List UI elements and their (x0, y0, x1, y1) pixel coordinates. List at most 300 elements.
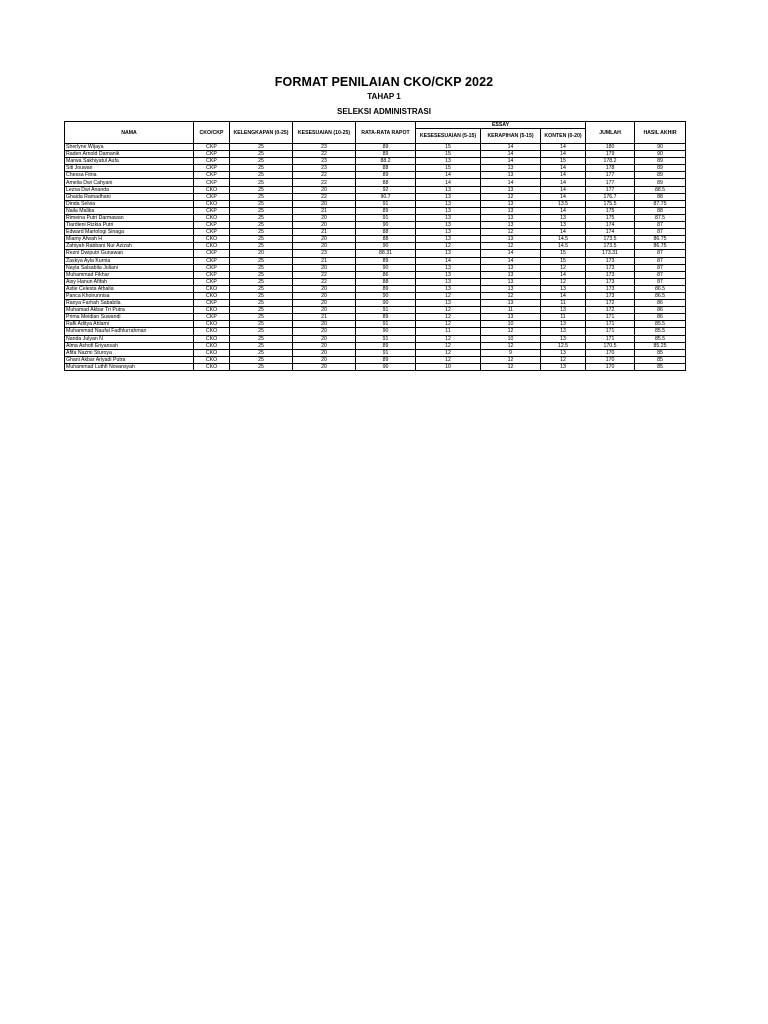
cell-nama: Sherlyne Wijaya (65, 144, 194, 151)
cell-kesesuaian: 22 (293, 151, 356, 158)
cell-essay-konten: 13 (541, 222, 586, 229)
score-table (64, 121, 686, 371)
cell-hasil-akhir: 85.5 (635, 328, 686, 335)
cell-nama: Panca Khoirunnisa (65, 292, 194, 299)
cell-essay-kerapihan: 13 (481, 186, 541, 193)
cell-nama: Rafli Aditya Ahlami (65, 321, 194, 328)
cell-hasil-akhir: 85.5 (635, 321, 686, 328)
cell-essay-konten: 14 (541, 179, 586, 186)
table-row (65, 307, 686, 314)
cell-hasil-akhir: 87 (635, 264, 686, 271)
cell-rapot: 89 (356, 342, 416, 349)
cell-kesesuaian: 20 (293, 356, 356, 363)
col-header-cko-ckp: CKO/CKP (194, 122, 230, 144)
cell-nama: Nayla Salsabila Juliani (65, 264, 194, 271)
cell-rapot: 88 (356, 179, 416, 186)
cell-essay-konten: 11 (541, 314, 586, 321)
col-header-essay-kesesuaian: KESESESUAIAN (5-15) (416, 129, 481, 144)
cell-kesesuaian: 20 (293, 335, 356, 342)
cell-hasil-akhir: 87 (635, 278, 686, 285)
cell-essay-konten: 13.5 (541, 200, 586, 207)
cell-kelengkapan: 25 (230, 307, 293, 314)
table-row (65, 243, 686, 250)
cell-essay-kesesuaian: 12 (416, 356, 481, 363)
cell-essay-konten: 14.5 (541, 236, 586, 243)
cell-kelengkapan: 25 (230, 335, 293, 342)
cell-kelengkapan: 25 (230, 278, 293, 285)
cell-kelengkapan: 25 (230, 363, 293, 370)
cell-rapot: 92 (356, 186, 416, 193)
cell-nama: Astie Celesta Athalia (65, 285, 194, 292)
cell-jumlah: 174 (586, 222, 635, 229)
cell-jumlah: 177 (586, 172, 635, 179)
cell-rapot: 86 (356, 271, 416, 278)
cell-essay-kerapihan: 14 (481, 151, 541, 158)
cell-kelengkapan: 25 (230, 200, 293, 207)
cell-cko-ckp: CKP (194, 158, 230, 165)
col-header-jumlah: JUMLAH (586, 122, 635, 144)
table-row (65, 158, 686, 165)
cell-rapot: 91 (356, 307, 416, 314)
cell-nama: Naila Malika (65, 207, 194, 214)
cell-cko-ckp: CKP (194, 193, 230, 200)
table-row (65, 264, 686, 271)
cell-hasil-akhir: 86 (635, 314, 686, 321)
cell-essay-kerapihan: 13 (481, 314, 541, 321)
table-row (65, 165, 686, 172)
cell-cko-ckp: CKP (194, 300, 230, 307)
cell-kesesuaian: 20 (293, 328, 356, 335)
cell-jumlah: 180 (586, 144, 635, 151)
cell-kesesuaian: 22 (293, 172, 356, 179)
cell-rapot: 88.2 (356, 158, 416, 165)
cell-kesesuaian: 21 (293, 314, 356, 321)
cell-essay-kerapihan: 12 (481, 342, 541, 349)
cell-kelengkapan: 25 (230, 229, 293, 236)
cell-jumlah: 177 (586, 186, 635, 193)
cell-jumlah: 175 (586, 214, 635, 221)
cell-essay-kerapihan: 12 (481, 356, 541, 363)
cell-essay-konten: 12 (541, 264, 586, 271)
cell-essay-kesesuaian: 14 (416, 179, 481, 186)
cell-rapot: 89 (356, 144, 416, 151)
table-row (65, 222, 686, 229)
cell-jumlah: 173 (586, 264, 635, 271)
cell-essay-konten: 14 (541, 172, 586, 179)
cell-essay-kesesuaian: 12 (416, 307, 481, 314)
cell-essay-kerapihan: 13 (481, 222, 541, 229)
cell-rapot: 89 (356, 285, 416, 292)
cell-nama: Tiardieni Rizkia Putri (65, 222, 194, 229)
cell-jumlah: 173 (586, 271, 635, 278)
cell-hasil-akhir: 87.75 (635, 200, 686, 207)
cell-nama: Amelia Dwi Cahyani (65, 179, 194, 186)
cell-kelengkapan: 25 (230, 158, 293, 165)
cell-kesesuaian: 21 (293, 207, 356, 214)
cell-essay-kesesuaian: 13 (416, 200, 481, 207)
col-header-essay-konten: KONTEN (0-20) (541, 129, 586, 144)
cell-essay-konten: 14 (541, 144, 586, 151)
cell-nama: Miamy Afwah H (65, 236, 194, 243)
cell-hasil-akhir: 85.5 (635, 335, 686, 342)
cell-jumlah: 170 (586, 356, 635, 363)
cell-hasil-akhir: 89 (635, 158, 686, 165)
table-row (65, 214, 686, 221)
cell-kesesuaian: 21 (293, 257, 356, 264)
cell-hasil-akhir: 86.5 (635, 292, 686, 299)
cell-cko-ckp: CKP (194, 151, 230, 158)
cell-hasil-akhir: 89 (635, 172, 686, 179)
cell-essay-konten: 13 (541, 307, 586, 314)
cell-essay-kesesuaian: 12 (416, 321, 481, 328)
cell-cko-ckp: CKP (194, 264, 230, 271)
cell-kelengkapan: 25 (230, 285, 293, 292)
stage-label: TAHAP 1 (367, 92, 401, 101)
cell-essay-kerapihan: 12 (481, 328, 541, 335)
cell-essay-konten: 13 (541, 335, 586, 342)
col-header-essay: ESSAY (416, 122, 586, 129)
cell-nama: Aisy Hanun Afifah (65, 278, 194, 285)
cell-kesesuaian: 20 (293, 285, 356, 292)
table-row (65, 292, 686, 299)
cell-kelengkapan: 25 (230, 193, 293, 200)
cell-essay-kesesuaian: 10 (416, 363, 481, 370)
cell-essay-konten: 14 (541, 292, 586, 299)
table-row (65, 207, 686, 214)
cell-hasil-akhir: 86.5 (635, 285, 686, 292)
cell-cko-ckp: CKO (194, 200, 230, 207)
cell-nama: Prima Meidian Suwandi (65, 314, 194, 321)
cell-essay-kerapihan: 13 (481, 271, 541, 278)
cell-kesesuaian: 20 (293, 264, 356, 271)
cell-jumlah: 171 (586, 335, 635, 342)
cell-kesesuaian: 23 (293, 144, 356, 151)
cell-cko-ckp: CKO (194, 292, 230, 299)
table-row (65, 172, 686, 179)
cell-essay-konten: 14 (541, 165, 586, 172)
table-row (65, 335, 686, 342)
cell-hasil-akhir: 87 (635, 250, 686, 257)
cell-essay-konten: 13 (541, 363, 586, 370)
cell-rapot: 89 (356, 207, 416, 214)
cell-nama: Lezsa Dwi Ananda (65, 186, 194, 193)
cell-essay-kerapihan: 12 (481, 229, 541, 236)
cell-cko-ckp: CKO (194, 328, 230, 335)
cell-cko-ckp: CKO (194, 335, 230, 342)
table-row (65, 300, 686, 307)
cell-essay-kesesuaian: 11 (416, 328, 481, 335)
cell-essay-kesesuaian: 13 (416, 285, 481, 292)
cell-essay-kerapihan: 12 (481, 243, 541, 250)
cell-hasil-akhir: 85 (635, 356, 686, 363)
cell-essay-kesesuaian: 12 (416, 349, 481, 356)
cell-cko-ckp: CKP (194, 229, 230, 236)
cell-jumlah: 171 (586, 314, 635, 321)
cell-rapot: 90 (356, 243, 416, 250)
cell-kesesuaian: 20 (293, 214, 356, 221)
cell-essay-kesesuaian: 13 (416, 271, 481, 278)
cell-essay-kerapihan: 13 (481, 207, 541, 214)
cell-essay-konten: 11 (541, 300, 586, 307)
cell-essay-kerapihan: 13 (481, 236, 541, 243)
cell-essay-kerapihan: 10 (481, 321, 541, 328)
cell-rapot: 91 (356, 214, 416, 221)
cell-cko-ckp: CKP (194, 207, 230, 214)
cell-jumlah: 172 (586, 307, 635, 314)
table-row (65, 229, 686, 236)
cell-kelengkapan: 25 (230, 314, 293, 321)
cell-rapot: 88 (356, 278, 416, 285)
cell-hasil-akhir: 86 (635, 300, 686, 307)
cell-nama: Muhammad Fikhar (65, 271, 194, 278)
cell-essay-kerapihan: 14 (481, 179, 541, 186)
cell-essay-konten: 15 (541, 250, 586, 257)
cell-kesesuaian: 22 (293, 278, 356, 285)
table-row (65, 314, 686, 321)
cell-rapot: 88 (356, 165, 416, 172)
document-subtitle: SELEKSI ADMINISTRASI (337, 107, 431, 116)
cell-hasil-akhir: 85 (635, 349, 686, 356)
table-row (65, 179, 686, 186)
table-row (65, 186, 686, 193)
cell-essay-konten: 14 (541, 186, 586, 193)
cell-nama: Raden Arnold Damanik (65, 151, 194, 158)
cell-essay-kerapihan: 10 (481, 335, 541, 342)
cell-cko-ckp: CKO (194, 214, 230, 221)
cell-kelengkapan: 25 (230, 342, 293, 349)
cell-rapot: 88.31 (356, 250, 416, 257)
cell-rapot: 91 (356, 321, 416, 328)
cell-nama: Edward Martologi Sinaga (65, 229, 194, 236)
cell-essay-konten: 14 (541, 229, 586, 236)
cell-hasil-akhir: 88 (635, 207, 686, 214)
cell-nama: Marwa Sakhiyatul Aufa (65, 158, 194, 165)
cell-kelengkapan: 25 (230, 144, 293, 151)
col-header-kelengkapan: KELENGKAPAN (0-25) (230, 122, 293, 144)
cell-rapot: 90 (356, 328, 416, 335)
col-header-hasil-akhir: HASIL AKHIR (635, 122, 686, 144)
cell-jumlah: 173.5 (586, 236, 635, 243)
cell-essay-kesesuaian: 13 (416, 264, 481, 271)
col-header-essay-kerapihan: KERAPIHAN (5-15) (481, 129, 541, 144)
col-header-nama: NAMA (65, 122, 194, 144)
cell-kesesuaian: 20 (293, 342, 356, 349)
table-row (65, 285, 686, 292)
cell-nama: Ghaida Ramadhani (65, 193, 194, 200)
cell-kesesuaian: 22 (293, 179, 356, 186)
table-row (65, 250, 686, 257)
cell-kelengkapan: 25 (230, 356, 293, 363)
cell-cko-ckp: CKP (194, 314, 230, 321)
cell-cko-ckp: CKO (194, 363, 230, 370)
cell-kelengkapan: 25 (230, 321, 293, 328)
cell-kesesuaian: 22 (293, 271, 356, 278)
cell-jumlah: 171 (586, 321, 635, 328)
cell-kesesuaian: 20 (293, 307, 356, 314)
cell-rapot: 88 (356, 236, 416, 243)
cell-nama: Ranya Farhah Sababila (65, 300, 194, 307)
table-row (65, 349, 686, 356)
cell-rapot: 91 (356, 200, 416, 207)
table-body (65, 144, 686, 371)
cell-jumlah: 170 (586, 363, 635, 370)
cell-cko-ckp: CKP (194, 165, 230, 172)
cell-cko-ckp: CKP (194, 144, 230, 151)
cell-nama: Zaskya Ayla Kurnia (65, 257, 194, 264)
cell-essay-kesesuaian: 13 (416, 193, 481, 200)
table-row (65, 328, 686, 335)
cell-nama: Muhamad Akbar Tri Putra (65, 307, 194, 314)
cell-essay-konten: 13 (541, 328, 586, 335)
cell-hasil-akhir: 87 (635, 271, 686, 278)
cell-essay-konten: 13 (541, 214, 586, 221)
cell-essay-kerapihan: 12 (481, 292, 541, 299)
cell-essay-konten: 12.5 (541, 342, 586, 349)
table-row (65, 236, 686, 243)
cell-rapot: 90 (356, 292, 416, 299)
cell-kesesuaian: 20 (293, 363, 356, 370)
cell-essay-kesesuaian: 12 (416, 292, 481, 299)
cell-essay-konten: 13 (541, 349, 586, 356)
cell-essay-kerapihan: 14 (481, 144, 541, 151)
cell-cko-ckp: CKP (194, 172, 230, 179)
cell-kesesuaian: 20 (293, 321, 356, 328)
cell-essay-kesesuaian: 13 (416, 278, 481, 285)
cell-kelengkapan: 25 (230, 222, 293, 229)
cell-jumlah: 173.5 (586, 243, 635, 250)
cell-kelengkapan: 25 (230, 328, 293, 335)
table-row (65, 257, 686, 264)
cell-rapot: 89 (356, 257, 416, 264)
cell-essay-konten: 14 (541, 207, 586, 214)
cell-rapot: 90 (356, 363, 416, 370)
cell-essay-kerapihan: 13 (481, 214, 541, 221)
cell-essay-kerapihan: 14 (481, 250, 541, 257)
cell-kesesuaian: 23 (293, 165, 356, 172)
cell-kesesuaian: 22 (293, 193, 356, 200)
cell-rapot: 90 (356, 300, 416, 307)
cell-essay-kesesuaian: 12 (416, 342, 481, 349)
table-row (65, 363, 686, 370)
cell-kelengkapan: 20 (230, 250, 293, 257)
cell-essay-kesesuaian: 15 (416, 151, 481, 158)
cell-essay-kerapihan: 14 (481, 158, 541, 165)
cell-hasil-akhir: 86.75 (635, 236, 686, 243)
cell-essay-kerapihan: 13 (481, 285, 541, 292)
cell-kesesuaian: 20 (293, 200, 356, 207)
cell-hasil-akhir: 88.5 (635, 186, 686, 193)
cell-essay-kesesuaian: 13 (416, 158, 481, 165)
cell-essay-kesesuaian: 14 (416, 172, 481, 179)
cell-essay-konten: 14 (541, 151, 586, 158)
cell-hasil-akhir: 87 (635, 257, 686, 264)
cell-essay-kesesuaian: 14 (416, 257, 481, 264)
cell-jumlah: 172 (586, 300, 635, 307)
table-row (65, 151, 686, 158)
cell-essay-kesesuaian: 13 (416, 186, 481, 193)
cell-rapot: 90.7 (356, 193, 416, 200)
cell-kelengkapan: 25 (230, 292, 293, 299)
cell-jumlah: 177 (586, 179, 635, 186)
cell-essay-kesesuaian: 13 (416, 250, 481, 257)
cell-essay-konten: 14 (541, 193, 586, 200)
cell-hasil-akhir: 87 (635, 222, 686, 229)
cell-cko-ckp: CKO (194, 243, 230, 250)
cell-nama: Nanda Julyan N (65, 335, 194, 342)
cell-jumlah: 179 (586, 151, 635, 158)
cell-kelengkapan: 25 (230, 243, 293, 250)
cell-nama: Rimeina Putri Darmawan (65, 214, 194, 221)
cell-essay-kesesuaian: 13 (416, 222, 481, 229)
cell-jumlah: 173 (586, 292, 635, 299)
col-header-kesesuaian: KESESUAIAN (10-25) (293, 122, 356, 144)
cell-essay-konten: 13 (541, 321, 586, 328)
cell-hasil-akhir: 89 (635, 179, 686, 186)
cell-hasil-akhir: 90 (635, 151, 686, 158)
cell-essay-kerapihan: 13 (481, 278, 541, 285)
cell-hasil-akhir: 85 (635, 363, 686, 370)
cell-essay-konten: 15 (541, 158, 586, 165)
cell-cko-ckp: CKO (194, 356, 230, 363)
cell-essay-kerapihan: 13 (481, 200, 541, 207)
cell-essay-kesesuaian: 13 (416, 207, 481, 214)
cell-kesesuaian: 23 (293, 158, 356, 165)
cell-essay-kesesuaian: 13 (416, 229, 481, 236)
cell-kesesuaian: 20 (293, 186, 356, 193)
cell-jumlah: 170 (586, 349, 635, 356)
cell-rapot: 88 (356, 229, 416, 236)
cell-essay-kesesuaian: 12 (416, 335, 481, 342)
cell-kelengkapan: 25 (230, 151, 293, 158)
cell-rapot: 91 (356, 349, 416, 356)
cell-cko-ckp: CKO (194, 321, 230, 328)
table-row (65, 356, 686, 363)
cell-hasil-akhir: 87 (635, 229, 686, 236)
cell-jumlah: 171 (586, 328, 635, 335)
cell-jumlah: 173.31 (586, 250, 635, 257)
cell-hasil-akhir: 87.5 (635, 214, 686, 221)
cell-kelengkapan: 25 (230, 349, 293, 356)
cell-essay-kerapihan: 14 (481, 257, 541, 264)
table-row (65, 193, 686, 200)
cell-jumlah: 174 (586, 229, 635, 236)
cell-nama: Dinda Selvia (65, 200, 194, 207)
cell-hasil-akhir: 89 (635, 165, 686, 172)
cell-kesesuaian: 20 (293, 292, 356, 299)
cell-hasil-akhir: 86 (635, 307, 686, 314)
cell-kesesuaian: 23 (293, 250, 356, 257)
cell-kelengkapan: 25 (230, 214, 293, 221)
cell-cko-ckp: CKP (194, 222, 230, 229)
cell-kelengkapan: 25 (230, 165, 293, 172)
cell-kelengkapan: 25 (230, 264, 293, 271)
cell-essay-kesesuaian: 13 (416, 214, 481, 221)
cell-essay-kesesuaian: 15 (416, 144, 481, 151)
cell-nama: Ghani Akbar Ariyadi Putra (65, 356, 194, 363)
cell-essay-kesesuaian: 12 (416, 314, 481, 321)
cell-rapot: 89 (356, 172, 416, 179)
cell-hasil-akhir: 85.25 (635, 342, 686, 349)
cell-essay-kerapihan: 11 (481, 307, 541, 314)
cell-kesesuaian: 20 (293, 349, 356, 356)
cell-nama: Zahiyah Rabbani Nur Azizah (65, 243, 194, 250)
cell-cko-ckp: CKO (194, 236, 230, 243)
cell-nama: Rezni Dwiputri Gunawan (65, 250, 194, 257)
cell-rapot: 90 (356, 222, 416, 229)
cell-kesesuaian: 20 (293, 222, 356, 229)
cell-rapot: 89 (356, 356, 416, 363)
cell-jumlah: 173 (586, 278, 635, 285)
